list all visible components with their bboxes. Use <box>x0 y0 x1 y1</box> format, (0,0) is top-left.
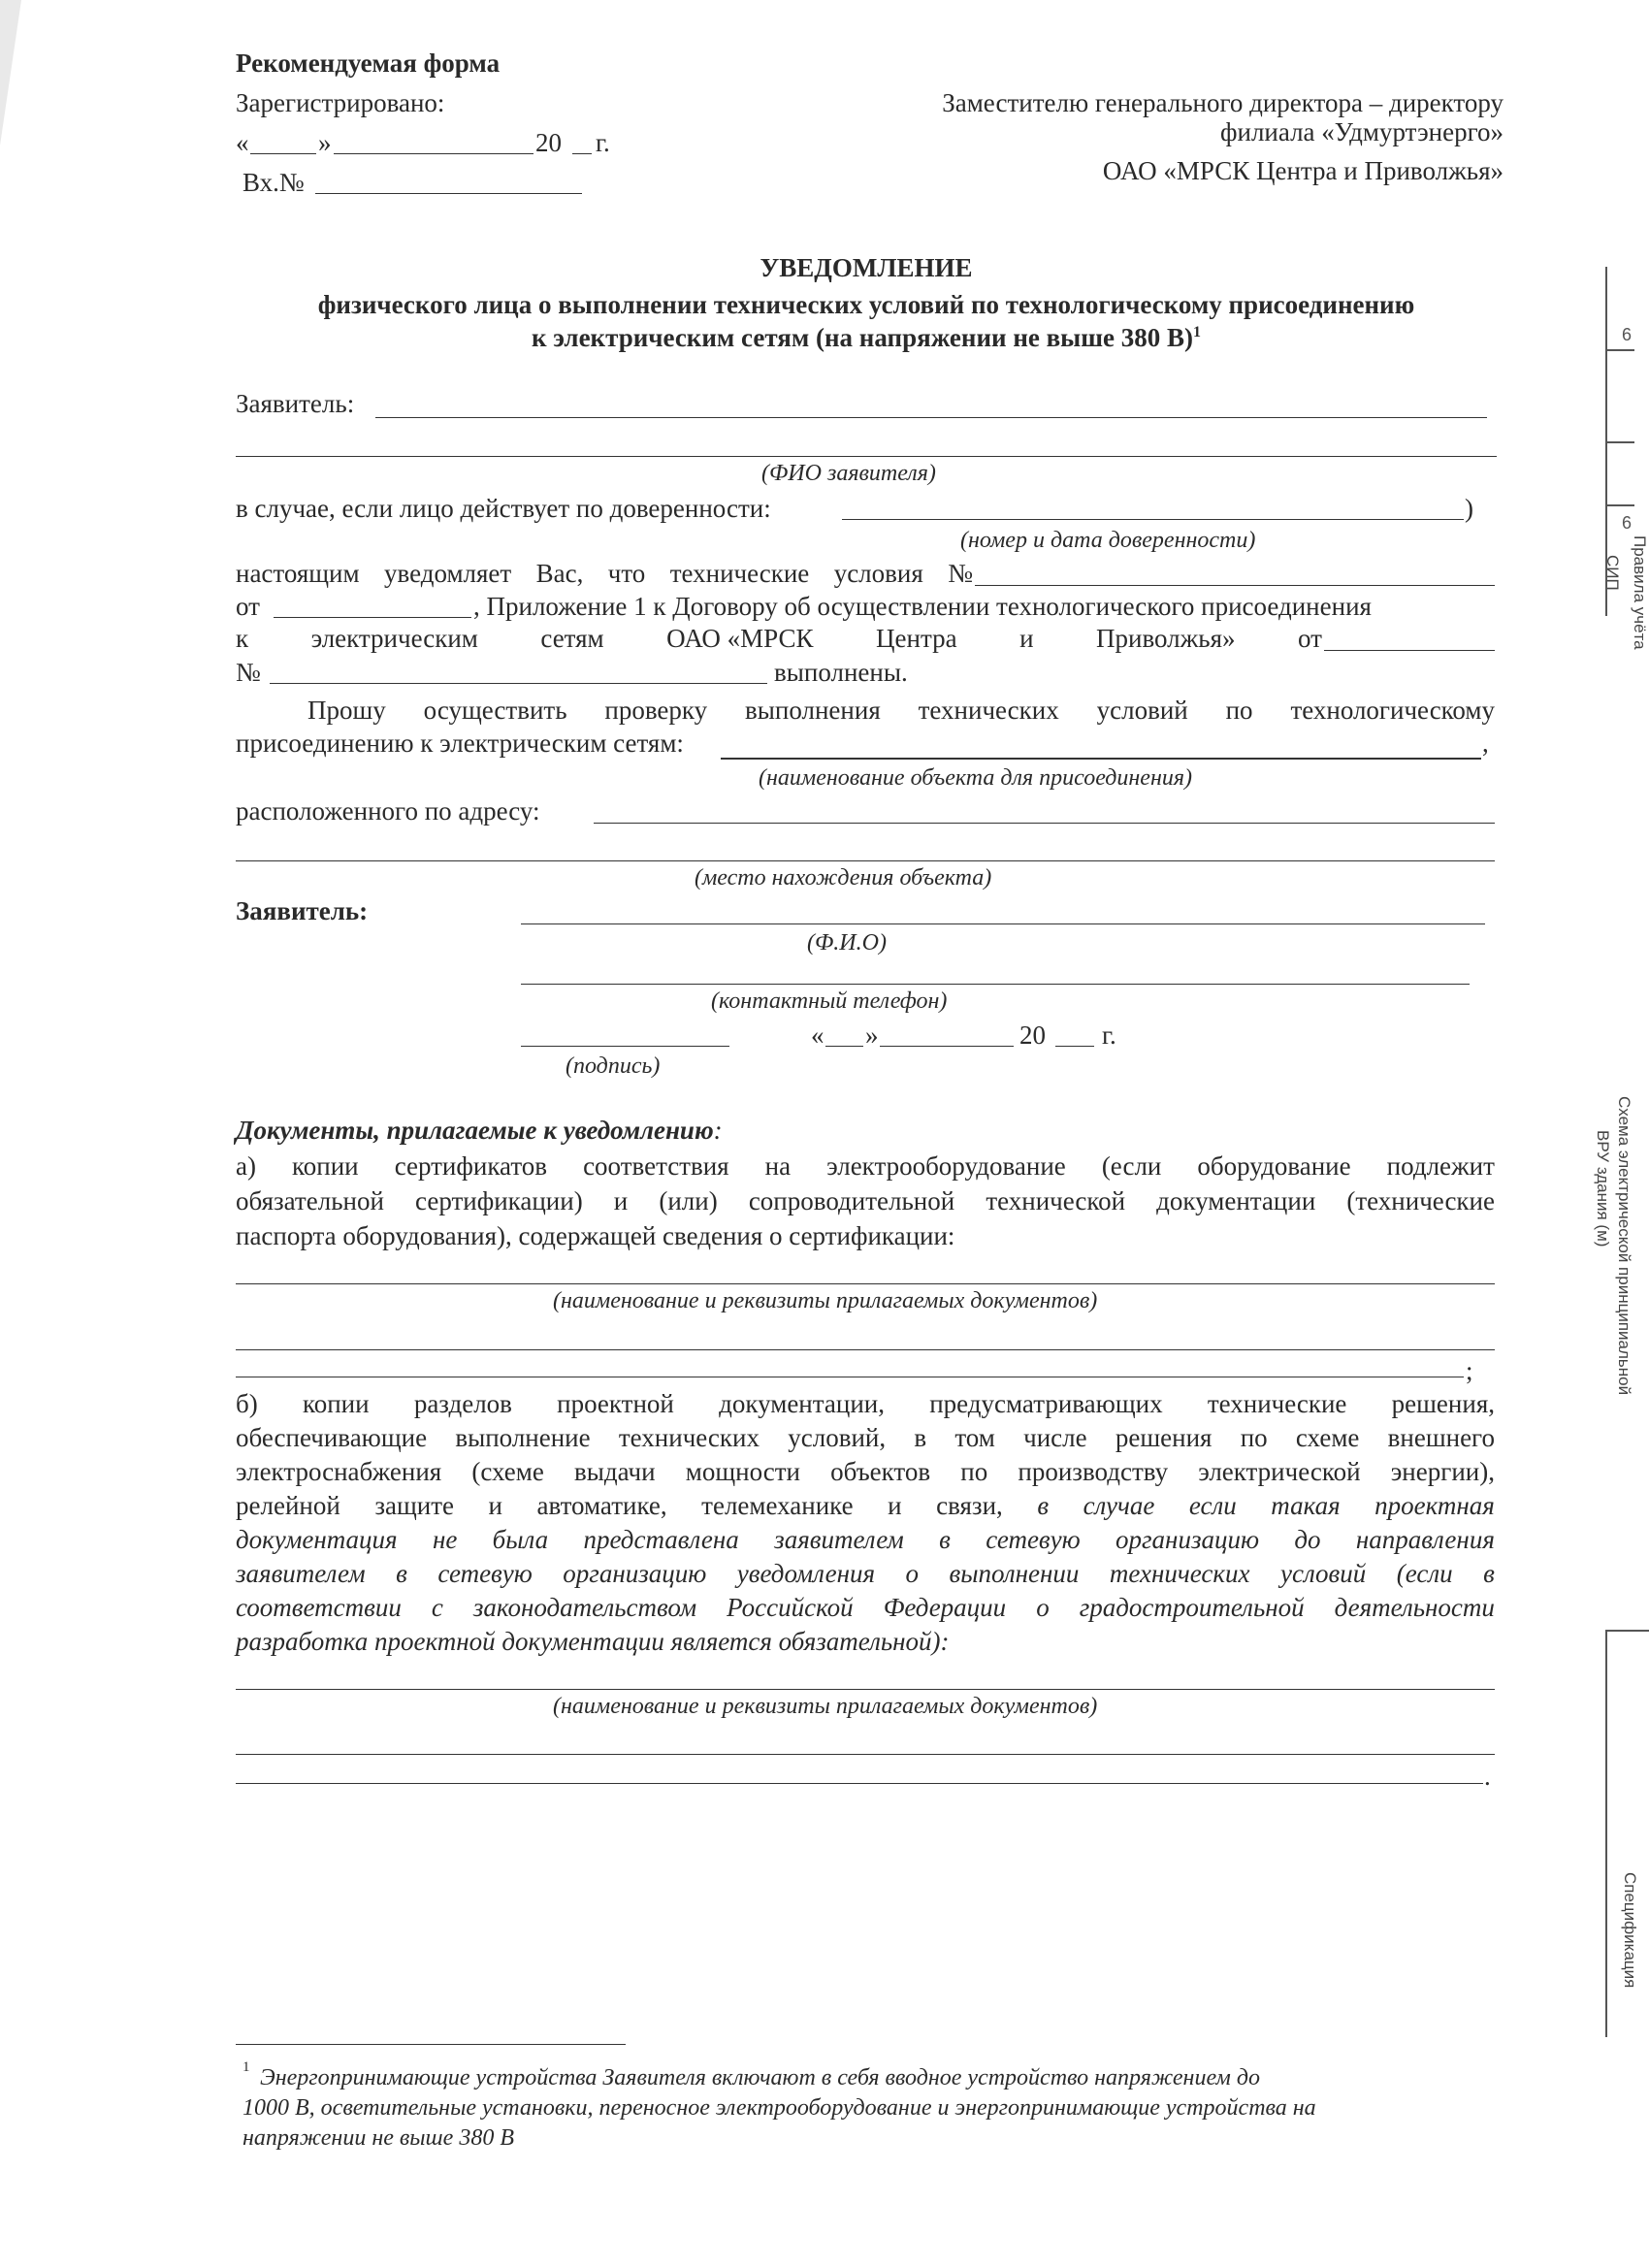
doc-b-line-3: электроснабжения (схеме выдачи мощности объектов по производству электрической энергии), <box>236 1457 1495 1486</box>
doc-a-line-3: паспорта оборудования), содержащей сведения о сертификации: <box>236 1221 955 1250</box>
address-line-2 <box>236 860 1495 861</box>
margin-tick-3 <box>1605 504 1634 506</box>
title-footnote-mark: 1 <box>1193 324 1202 340</box>
fio-line <box>521 923 1485 924</box>
located-label: расположенного по адресу: <box>236 796 540 826</box>
addressee-line-1: Заместителю генерального директора – директору <box>942 88 1504 117</box>
proxy-close: ) <box>1465 494 1473 523</box>
phone-caption: (контактный телефон) <box>711 988 948 1014</box>
doc-a-line-2: обязательной сертификации) и (или) сопроводительной технической документации (технические <box>236 1186 1495 1215</box>
request-line-2: присоединению к электрическим сетям: <box>236 729 684 758</box>
docs-b-line-3 <box>236 1783 1483 1784</box>
sign-year-line <box>1055 1046 1094 1047</box>
reg-date-mid: » <box>318 128 332 157</box>
proxy-line <box>842 519 1464 520</box>
proxy-text: в случае, если лицо действует по доверенности: <box>236 494 771 523</box>
doc-title: УВЕДОМЛЕНИЕ <box>760 253 973 282</box>
doc-subtitle-2: к электрическим сетям (на напряжении не выше 380 В) <box>531 323 1194 352</box>
addressee-line-2: филиала «Удмуртэнерго» <box>1220 117 1504 146</box>
doc-b-line-7: соответствии с законодательством Российской Федерации о градостроительной деятельности <box>236 1593 1495 1622</box>
object-caption: (наименование объекта для присоединения) <box>759 765 1193 791</box>
phone-line <box>521 984 1470 985</box>
tu-number-line <box>975 585 1495 586</box>
sign-date-open: « <box>811 1021 824 1050</box>
margin-tick-4 <box>1605 1630 1649 1632</box>
margin-note-4: ВРУ здания (м) <box>1594 1130 1612 1247</box>
footnote-mark: 1 <box>242 2059 250 2075</box>
addressee-line-3: ОАО «МРСК Центра и Приволжья» <box>1102 156 1504 185</box>
sign-date-mid: » <box>865 1021 879 1050</box>
reg-g: г. <box>596 128 610 157</box>
doc-subtitle-2-wrap <box>236 325 1497 351</box>
doc-a-line-1: а) копии сертификатов соответствия на электрооборудование (если оборудование подлежит <box>236 1151 1495 1181</box>
docs-b-line-1 <box>236 1689 1495 1690</box>
registered-label: Зарегистрировано: <box>236 88 445 117</box>
doc-b-line-8: разработка проектной документации является обязательной): <box>236 1627 950 1656</box>
docs-a-line-2 <box>236 1349 1495 1350</box>
reg-date-open: « <box>236 128 249 157</box>
sign-year: 20 <box>1019 1021 1046 1050</box>
fio-caption: (ФИО заявителя) <box>761 461 936 486</box>
footnote-line-2: 1000 В, осветительные установки, переносное электрооборудование и энергопринимающие устройства на <box>242 2095 1316 2121</box>
doc-subtitle-1: физического лица о выполнении технических условий по технологическому присоединению <box>317 290 1415 319</box>
sign-month-line <box>880 1046 1014 1047</box>
reg-year-line <box>572 153 592 154</box>
footnote-line-3: напряжении не выше 380 В <box>242 2125 514 2151</box>
margin-tick-1 <box>1605 349 1634 351</box>
margin-digit-1: 6 <box>1622 325 1633 344</box>
docs-semicolon: ; <box>1466 1356 1473 1385</box>
signature-line <box>521 1046 729 1047</box>
margin-digit-2: 6 <box>1622 513 1633 533</box>
notify-line: настоящим уведомляет Вас, что технические условия № <box>236 559 973 588</box>
applicant-line-1 <box>375 417 1487 418</box>
documents-heading-wrap: Документы, прилагаемые к уведомлению: <box>236 1116 723 1145</box>
done-text: выполнены. <box>774 658 908 687</box>
fio-caption-2: (Ф.И.О) <box>807 930 887 956</box>
torn-corner <box>0 0 21 146</box>
doc-b-line-1: б) копии разделов проектной документации, предусматривающих технические решения, <box>236 1389 1495 1418</box>
reg-month-line <box>334 153 534 154</box>
applicant-label: Заявитель: <box>236 389 355 418</box>
docs-a-line-1 <box>236 1283 1495 1284</box>
reg-year: 20 <box>535 128 562 157</box>
applicant-sign-label: Заявитель: <box>236 896 369 925</box>
sign-g: г. <box>1102 1021 1116 1050</box>
doc-b-line-5: документация не была представлена заявителем в сетевую организацию до направления <box>236 1525 1495 1554</box>
documents-heading: Документы, прилагаемые к уведомлению <box>236 1116 714 1145</box>
sign-day-line <box>825 1046 863 1047</box>
margin-edge-line-2 <box>1605 1630 1607 2037</box>
docs-final-period: . <box>1484 1762 1491 1791</box>
address-line-1 <box>594 823 1495 824</box>
annex-text: , Приложение 1 к Договору об осуществлении технологического присоединения <box>473 592 1372 621</box>
doc-b-line-2: обеспечивающие выполнение технических условий, в том числе решения по схеме внешнего <box>236 1423 1495 1452</box>
reg-day-line <box>250 153 316 154</box>
request-comma: , <box>1482 729 1489 758</box>
object-line <box>721 758 1481 760</box>
contract-no-line <box>270 683 767 684</box>
form-label: Рекомендуемая форма <box>236 49 501 78</box>
to-networks-line: к электрическим сетям ОАО «МРСК Центра и Приволжья» от <box>236 624 1322 653</box>
incoming-no-line <box>315 193 582 194</box>
signature-caption: (подпись) <box>566 1053 661 1079</box>
margin-note-1: Правила учёта <box>1631 535 1649 650</box>
footnote-line-1: Энергопринимающие устройства Заявителя включают в себя вводное устройство напряжением до <box>260 2065 1260 2090</box>
margin-note-2: СИП <box>1603 555 1622 591</box>
margin-note-5: Спецификация <box>1621 1872 1639 1989</box>
from-label: от <box>236 592 260 621</box>
applicant-line-2 <box>236 456 1497 457</box>
docs-b-line-2 <box>236 1754 1495 1755</box>
docs-caption-2: (наименование и реквизиты прилагаемых документов) <box>553 1694 1098 1719</box>
doc-b-line-6: заявителем в сетевую организацию уведомления о выполнении технических условий (если в <box>236 1559 1495 1588</box>
incoming-no-label: Вх.№ <box>242 168 305 197</box>
footnote-separator <box>236 2044 626 2045</box>
margin-tick-2 <box>1605 441 1634 443</box>
proxy-caption: (номер и дата доверенности) <box>960 528 1256 553</box>
request-line-1: Прошу осуществить проверку выполнения технических условий по технологическому <box>307 696 1495 725</box>
doc-b-line-4: релейной защите и автоматике, телемеханике и связи, в случае если такая проектная <box>236 1491 1495 1520</box>
location-caption: (место нахождения объекта) <box>695 865 992 891</box>
tu-date-line <box>274 617 471 618</box>
margin-note-3: Схема электрической принципиальной <box>1615 1096 1633 1396</box>
no-label: № <box>236 658 261 687</box>
contract-date-line <box>1324 650 1495 651</box>
docs-caption-1: (наименование и реквизиты прилагаемых документов) <box>553 1288 1098 1313</box>
